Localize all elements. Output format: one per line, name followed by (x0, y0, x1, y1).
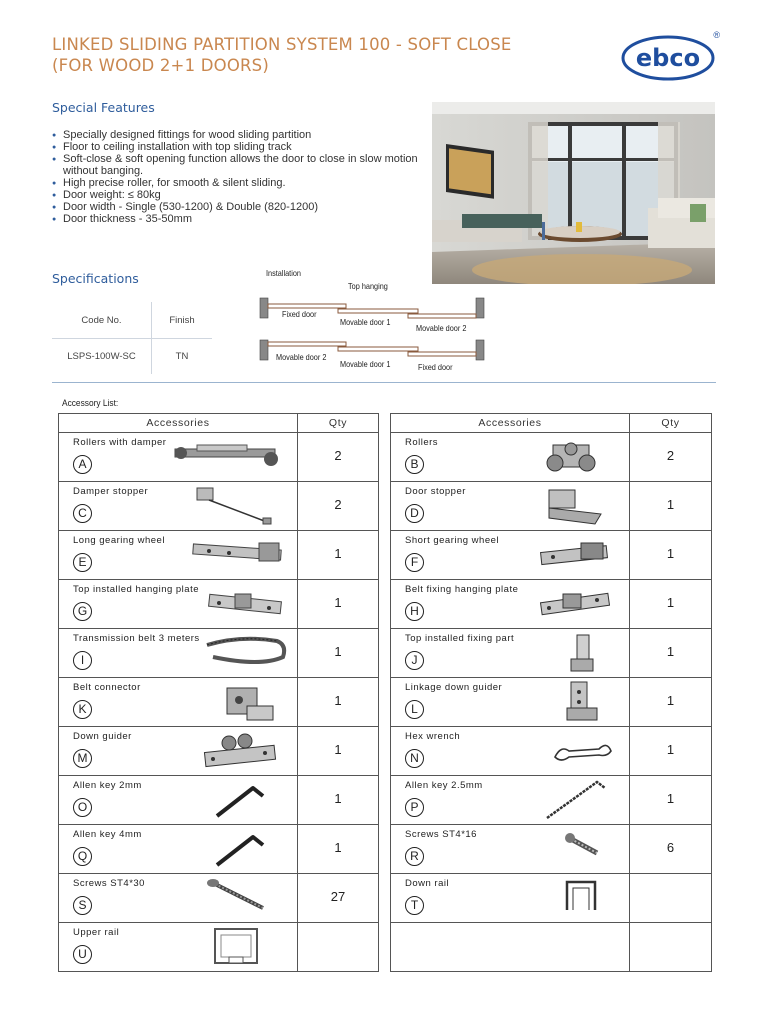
col-qty: Qty (298, 414, 379, 433)
diagram-top-hanging-label: Top hanging (348, 281, 388, 291)
qty-value: 1 (334, 742, 342, 757)
qty-cell (298, 874, 379, 923)
accessory-cell (391, 727, 630, 776)
qty-cell (630, 776, 712, 825)
features-title: Special Features (52, 100, 155, 115)
accessory-name: Top installed hanging plate (73, 584, 200, 595)
accessory-letter: I (73, 651, 92, 670)
table-row (59, 433, 379, 482)
accessory-letter: C (73, 504, 92, 523)
spec-finish: TN (175, 351, 189, 362)
accessory-name: Short gearing wheel (405, 535, 499, 546)
belt-icon (201, 631, 291, 680)
qty-value: 2 (334, 448, 342, 463)
features-list (52, 129, 422, 225)
accessory-letter: D (405, 504, 424, 523)
table-row (391, 580, 712, 629)
qty-cell (298, 727, 379, 776)
table-row (59, 482, 379, 531)
accessory-letter: Q (73, 847, 92, 866)
accessory-cell (391, 923, 630, 972)
qty-value: 6 (666, 840, 675, 855)
table-row (59, 923, 379, 972)
diagram-upper-movable1-label: Movable door 1 (340, 317, 391, 327)
feature-item: ● Specially designed fittings for wood sliding partition (52, 129, 422, 141)
specifications-title: Specifications (52, 271, 139, 286)
table-row (391, 482, 712, 531)
installation-diagram (258, 264, 498, 376)
table-row (391, 874, 712, 923)
accessory-letter: U (73, 945, 92, 964)
accessory-name: Long gearing wheel (73, 535, 165, 546)
accessory-name: Down rail (405, 878, 450, 889)
diagram-lower-movable2-label: Movable door 2 (276, 352, 327, 362)
diagram-upper-movable2-label: Movable door 2 (416, 323, 467, 333)
accessory-name: Screws ST4*30 (73, 878, 145, 889)
diagram-installation-label: Installation (266, 268, 301, 278)
qty-cell (630, 727, 712, 776)
qty-value: 2 (666, 448, 675, 463)
logo-text: ebco (635, 44, 701, 72)
qty-value: 1 (666, 497, 675, 512)
spec-table (52, 302, 212, 374)
accessory-name: Damper stopper (73, 486, 149, 497)
accessory-letter: L (405, 700, 424, 719)
accessory-cell (391, 874, 630, 923)
qty-cell (630, 482, 712, 531)
qty-cell (298, 580, 379, 629)
qty-cell (630, 580, 712, 629)
accessory-letter: M (73, 749, 92, 768)
table-row (391, 727, 712, 776)
table-row (391, 923, 712, 972)
accessory-cell (59, 629, 298, 678)
qty-cell (630, 678, 712, 727)
table-row (59, 874, 379, 923)
accessory-name: Belt fixing hanging plate (405, 584, 519, 595)
qty-cell (298, 433, 379, 482)
accessory-name: Screws ST4*16 (405, 829, 477, 840)
qty-cell (630, 923, 712, 972)
accessory-cell (391, 825, 630, 874)
accessory-name: Linkage down guider (405, 682, 503, 693)
accessory-letter: S (73, 896, 92, 915)
qty-value: 1 (334, 791, 342, 806)
spec-header-code: Code No. (52, 302, 152, 338)
damper-roller-icon (167, 435, 287, 480)
brand-logo (620, 30, 720, 86)
diagram-lower-fixed-label: Fixed door (418, 362, 453, 372)
section-divider (52, 382, 716, 383)
accessory-cell (59, 727, 298, 776)
accessory-letter: E (73, 553, 92, 572)
accessory-letter: G (73, 602, 92, 621)
title-line-1: LINKED SLIDING PARTITION SYSTEM 100 - SOFT CLOSE (52, 35, 512, 54)
accessory-cell (391, 531, 630, 580)
belt-fixing-plate-icon (537, 584, 613, 629)
qty-cell (630, 433, 712, 482)
qty-cell (298, 531, 379, 580)
accessory-letter: K (73, 700, 92, 719)
door-stopper-icon (541, 484, 611, 535)
qty-cell (298, 629, 379, 678)
qty-cell (630, 531, 712, 580)
qty-cell (630, 629, 712, 678)
table-row (59, 825, 379, 874)
qty-value: 1 (666, 693, 675, 708)
accessory-letter: P (405, 798, 424, 817)
diagram-upper-fixed-label: Fixed door (282, 309, 317, 319)
screw-icon (203, 876, 273, 921)
accessory-cell (59, 482, 298, 531)
accessory-table-left (58, 413, 379, 972)
page-title (52, 34, 612, 76)
accessory-cell (59, 874, 298, 923)
qty-value: 27 (330, 889, 346, 904)
feature-item: ● Door width - Single (530-1200) & Double (820-1200) (52, 201, 422, 213)
table-row (391, 531, 712, 580)
accessory-name: Allen key 2.5mm (405, 780, 483, 791)
accessory-name: Allen key 4mm (73, 829, 142, 840)
accessory-letter: A (73, 455, 92, 474)
fixing-part-icon (567, 631, 597, 680)
table-row (391, 776, 712, 825)
down-guider-icon (199, 727, 279, 780)
living-room-photo (432, 102, 715, 284)
accessory-name: Hex wrench (405, 731, 461, 742)
feature-item: ● Door weight: ≤ 80kg (52, 189, 422, 201)
qty-value: 1 (666, 644, 675, 659)
damper-stopper-icon (187, 484, 277, 535)
accessory-list-title: Accessory List: (62, 398, 119, 409)
accessory-name: Down guider (73, 731, 132, 742)
accessory-table-right (390, 413, 712, 972)
accessory-name: Door stopper (405, 486, 466, 497)
accessory-name: Top installed fixing part (405, 633, 515, 644)
table-row (59, 580, 379, 629)
accessory-letter: R (405, 847, 424, 866)
qty-cell (298, 678, 379, 727)
accessory-name: Rollers (405, 437, 439, 448)
diagram-lower-movable1-label: Movable door 1 (340, 359, 391, 369)
accessory-letter: F (405, 553, 424, 572)
qty-value: 1 (666, 742, 675, 757)
qty-value: 1 (666, 595, 675, 610)
table-row (59, 727, 379, 776)
qty-value: 1 (666, 791, 675, 806)
accessory-cell (391, 776, 630, 825)
belt-connector-icon (219, 678, 279, 731)
allen-key-icon (209, 776, 269, 829)
qty-cell (298, 825, 379, 874)
table-row (59, 531, 379, 580)
feature-item: ● High precise roller, for smooth & silent sliding. (52, 177, 422, 189)
accessory-cell (391, 678, 630, 727)
table-row (391, 825, 712, 874)
short-gearing-wheel-icon (537, 535, 613, 580)
short-screw-icon (563, 831, 603, 866)
accessory-cell (391, 629, 630, 678)
qty-cell (630, 874, 712, 923)
registered-mark: ® (713, 30, 720, 40)
accessory-letter: O (73, 798, 92, 817)
roller-icon (539, 433, 603, 486)
qty-value: 1 (334, 693, 342, 708)
qty-value: 1 (334, 546, 342, 561)
qty-value: 1 (334, 840, 342, 855)
table-row (59, 629, 379, 678)
hanging-plate-icon (205, 586, 285, 631)
spec-header-finish: Finish (169, 314, 195, 326)
accessory-letter: N (405, 749, 424, 768)
col-accessories: Accessories (59, 414, 298, 433)
accessory-cell (59, 776, 298, 825)
qty-cell (298, 923, 379, 972)
accessory-letter: H (405, 602, 424, 621)
qty-cell (298, 482, 379, 531)
allen-key-icon (209, 825, 269, 878)
accessory-cell (59, 678, 298, 727)
col-qty: Qty (630, 414, 712, 433)
feature-item: ● Soft-close & soft opening function allows the door to close in slow motion without banging. (52, 153, 422, 177)
table-row (391, 629, 712, 678)
qty-value: 1 (666, 546, 675, 561)
accessory-name: Rollers with damper (73, 437, 167, 448)
accessory-cell (59, 825, 298, 874)
accessory-name: Upper rail (73, 927, 120, 938)
accessory-cell (391, 482, 630, 531)
qty-value: 2 (334, 497, 342, 512)
qty-value: 1 (334, 595, 342, 610)
spec-code: LSPS-100W-SC (52, 339, 152, 374)
table-row (59, 776, 379, 825)
accessory-name: Allen key 2mm (73, 780, 142, 791)
accessory-letter: B (405, 455, 424, 474)
qty-value: 1 (334, 644, 342, 659)
linkage-guider-icon (563, 678, 603, 731)
feature-item: ● Floor to ceiling installation with top sliding track (52, 141, 422, 153)
title-line-2: (FOR WOOD 2+1 DOORS) (52, 56, 269, 75)
accessory-letter: J (405, 651, 424, 670)
accessory-cell (59, 433, 298, 482)
accessory-name: Transmission belt 3 meters (73, 633, 200, 644)
upper-rail-icon (209, 925, 263, 972)
accessory-letter: T (405, 896, 424, 915)
feature-item: ● Door thickness - 35-50mm (52, 213, 422, 225)
accessory-cell (59, 531, 298, 580)
accessory-cell (59, 923, 298, 972)
qty-cell (630, 825, 712, 874)
qty-cell (298, 776, 379, 825)
allen-key-long-icon (541, 776, 611, 829)
accessory-cell (59, 580, 298, 629)
accessory-name: Belt connector (73, 682, 141, 693)
accessory-cell (391, 433, 630, 482)
down-rail-icon (561, 876, 601, 921)
table-row (391, 433, 712, 482)
long-gearing-wheel-icon (189, 535, 289, 580)
hex-wrench-icon (551, 737, 615, 772)
col-accessories: Accessories (391, 414, 630, 433)
table-row (59, 678, 379, 727)
table-row (391, 678, 712, 727)
accessory-cell (391, 580, 630, 629)
